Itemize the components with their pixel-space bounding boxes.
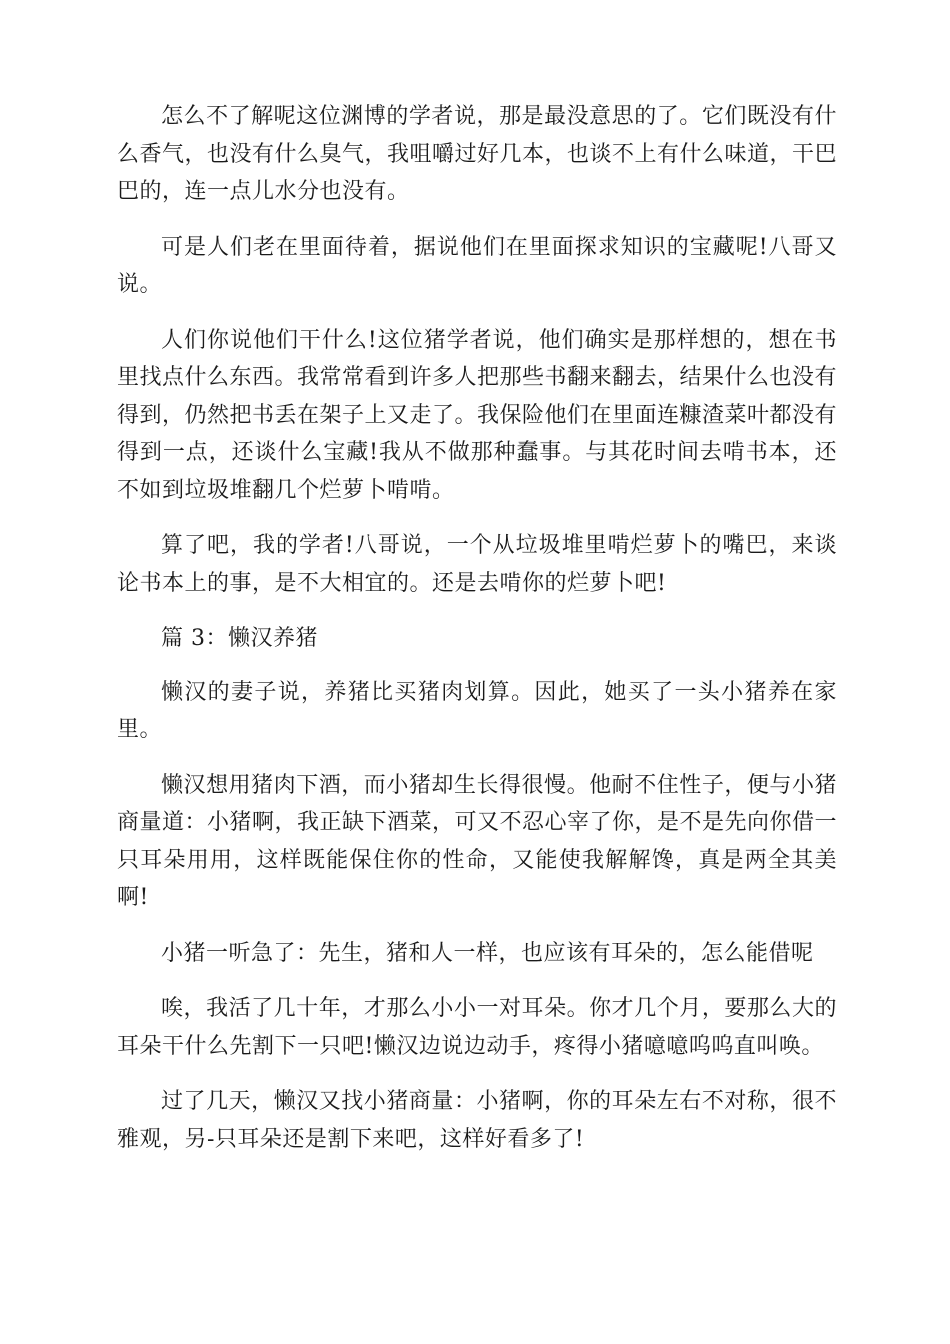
paragraph: 怎么不了解呢这位渊博的学者说，那是最没意思的了。它们既没有什么香气，也没有什么臭气，我咀嚼过好几本，也谈不上有什么味道，干巴巴的，连一点儿水分也没有。 [117,104,838,204]
paragraph: 算了吧，我的学者!八哥说，一个从垃圾堆里啃烂萝卜的嘴巴，来谈论书本上的事，是不大相宜的。还是去啃你的烂萝卜吧! [117,533,837,596]
paragraph: 可是人们老在里面待着，据说他们在里面探求知识的宝藏呢!八哥又说。 [117,234,837,297]
paragraph: 懒汉想用猪肉下酒，而小猪却生长得很慢。他耐不住性子，便与小猪商量道：小猪啊，我正缺下酒菜，可又不忍心宰了你，是不是先向你借一只耳朵用用，这样既能保住你的性命，又能使我解解馋，真是两全其美啊! [117,772,838,910]
paragraph: 懒汉的妻子说，养猪比买猪肉划算。因此，她买了一头小猪养在家里。 [117,679,837,742]
paragraph: 小猪一听急了：先生，猪和人一样，也应该有耳朵的，怎么能借呢 [161,940,814,966]
paragraph: 人们你说他们干什么!这位猪学者说，他们确实是那样想的，想在书里找点什么东西。我常常看到许多人把那些书翻来翻去，结果什么也没有得到，仍然把书丢在架子上又走了。我保险他们在里面连糠渣菜叶都没有得到一点，还谈什么宝藏!我从不做那种蠢事。与其花时间去啃书本，还不如到垃圾堆翻几个烂萝卜啃啃。 [117,327,838,503]
document-page [117,98,837,1176]
paragraph: 过了几天，懒汉又找小猪商量：小猪啊，你的耳朵左右不对称，很不雅观，另-只耳朵还是割下来吧，这样好看多了! [117,1089,837,1152]
paragraph: 唉，我活了几十年，才那么小小一对耳朵。你才几个月，要那么大的耳朵干什么先割下一只吧!懒汉边说边动手，疼得小猪噫噫呜呜直叫唤。 [117,996,837,1059]
section-heading: 篇 3：懒汉养猪 [161,626,318,651]
